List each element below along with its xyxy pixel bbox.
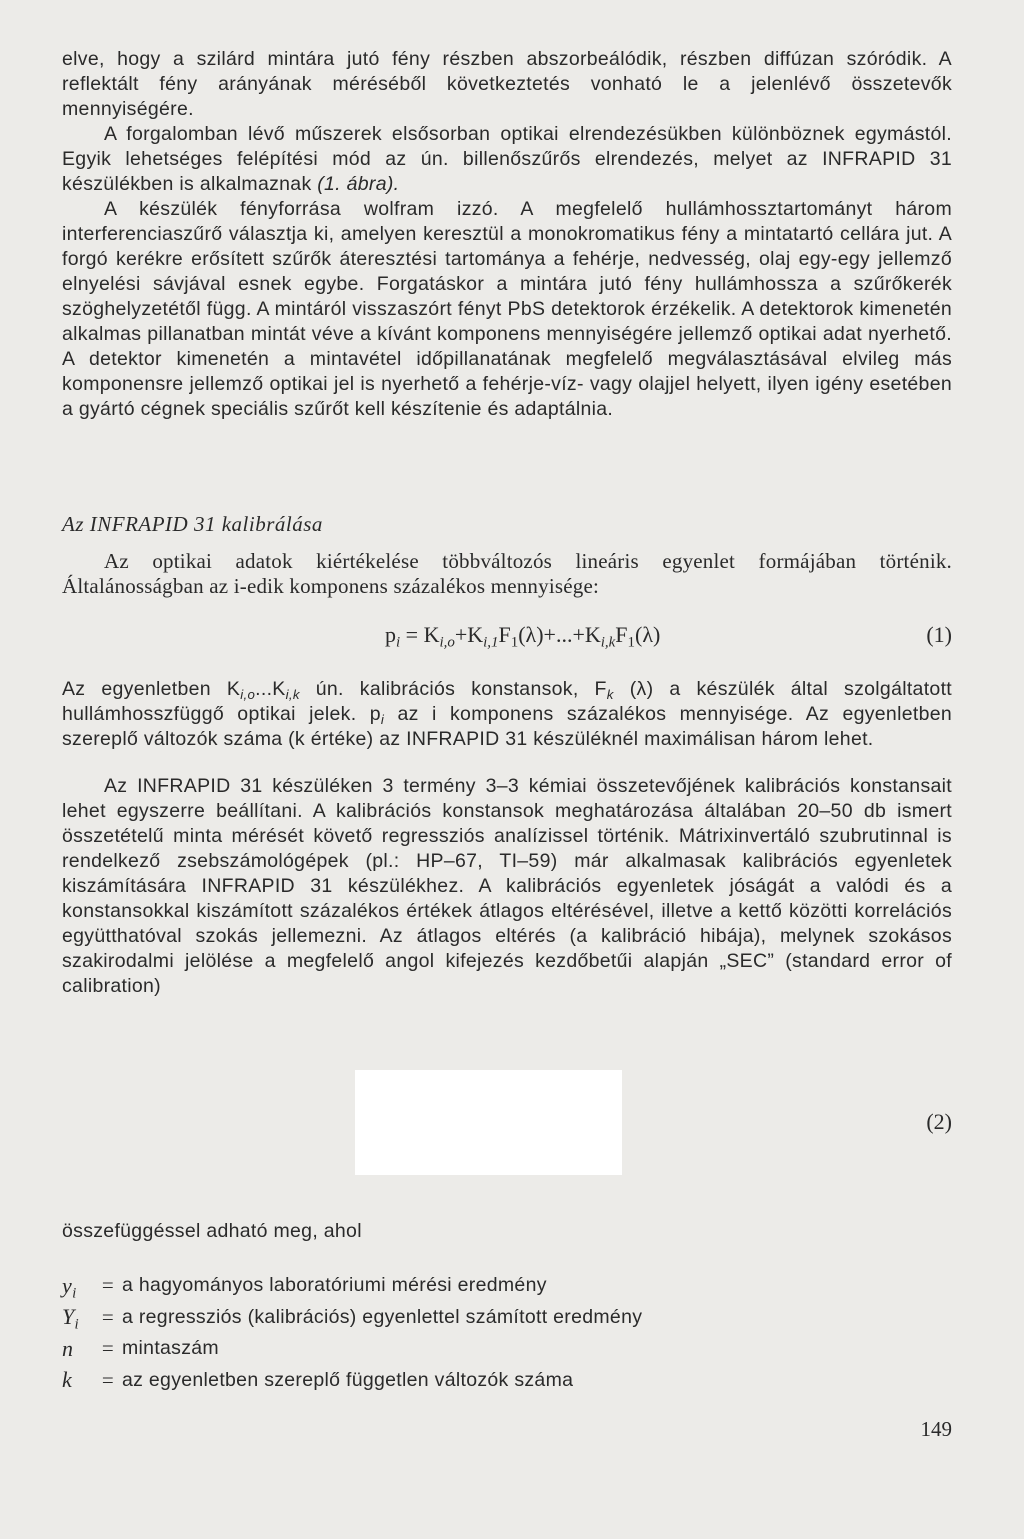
eq-term: +K <box>454 622 484 647</box>
subscript: k <box>606 686 614 702</box>
symbol-sub: i <box>72 1285 77 1302</box>
paragraph-equation-explanation <box>62 677 952 752</box>
equals-sign: = <box>101 1304 115 1329</box>
variable-row <box>62 1333 952 1365</box>
variable-symbol <box>62 1367 94 1393</box>
symbol-sub: i <box>74 1316 80 1333</box>
eq-lhs: p <box>385 622 396 647</box>
figure-reference: (1. ábra). <box>317 173 400 195</box>
symbol: k <box>62 1367 73 1393</box>
eq-term: = K <box>400 622 440 647</box>
eq-sub: i,o <box>439 634 455 651</box>
equals-sign: = <box>101 1273 115 1298</box>
section-heading: Az INFRAPID 31 kalibrálása <box>62 512 323 536</box>
paragraph-instruments <box>62 122 952 197</box>
text-run: az i komponens százalékos mennyisége. Az egyenletben szereplő változók száma (k értéke) az INFRAPID 31 készüléknél maximálisan három lehet. <box>62 703 953 750</box>
eq-term: F <box>615 622 628 647</box>
subscript: i,o <box>240 686 256 702</box>
paragraph-device-description: A készülék fényforrása wolfram izzó. A megfelelő hullámhossztartományt három interferenciaszűrő választja ki, amelyen keresztül a monokromatikus fény a mintatartó cellára jut. A forgó kerékre erősített szűrők áteresztési tartománya a fehérje, nedvesség, olaj egy-egy jellemző elnyelési sávjával esnek egybe. Forgatáskor a mintára jutó fény hullámhossza a szűrőkerék szöghelyzetétől függ. A mintáról visszaszórt fényt PbS detektorok érzékelik. A detektorok kimenetén alkalmas pillanatban mintát véve a kívánt komponens mennyiségére jellemző optikai adat nyerhető. A detektor kimenetén a mintavétel időpillanatának megfelelő megválasztásával elvileg más komponensre jellemző optikai jel is nyerhető a fehérje-víz- vagy olajjel helyett, ilyen igény esetében a gyártó cégnek speciális szűrőt kell készítenie és adaptálnia. <box>62 198 952 420</box>
variable-row <box>62 1302 952 1334</box>
paragraph-intro-text: elve, hogy a szilárd mintára jutó fény részben abszorbeálódik, részben diffúzan szóródik. A reflektált fény arányának méréséből következtetés vonható le a jelenlévő összetevők mennyiségére. <box>62 48 952 120</box>
variable-description: mintaszám <box>122 1337 219 1360</box>
equation-1-formula <box>385 622 661 651</box>
paragraph-intro <box>62 47 952 122</box>
equals-sign: = <box>101 1336 115 1361</box>
variable-symbol <box>62 1304 94 1333</box>
eq-sub: 1 <box>510 634 519 651</box>
variable-symbol <box>62 1336 94 1362</box>
paragraph-calibration: Az INFRAPID 31 készüléken 3 termény 3–3 kémiai összetevőjének kalibrációs konstansait lehet egyszerre beállítani. A kalibrációs konstansok meghatározása általában 20–50 db ismert összetételű minta mérését követő regressziós analízissel történik. Mátrixinvertáló szubrutinnal is rendelkező zsebszámológépek (pl.: HP–67, TI–59) már alkalmasak kalibrációs egyenletek kiszámítására INFRAPID 31 készülékhez. A kalibrációs egyenletek jóságát a valódi és a konstansokkal kiszámított százalékos értékek átlagos eltérésével, illetve a kettő közötti korrelációs együtthatóval szokás jellemezni. Az átlagos eltérés (a kalibráció hibája), melynek szokásos szakirodalmi jelölése a megfelelő angol kifejezés kezdőbetűi alapján „SEC” (standard error of calibration) <box>62 775 952 997</box>
text-run: Az egyenletben K <box>62 678 241 700</box>
text-run: ...K <box>255 678 286 700</box>
eq-sub: i,k <box>600 634 616 651</box>
variable-symbol <box>62 1272 94 1302</box>
equation-2-number: (2) <box>926 1109 952 1134</box>
page-number: 149 <box>920 1417 952 1441</box>
eq-term: (λ)+...+K <box>518 622 601 647</box>
variable-row <box>62 1270 952 1302</box>
variable-row <box>62 1365 952 1397</box>
symbol: n <box>62 1335 74 1361</box>
eq-lhs-sub: i <box>396 634 401 651</box>
paragraph-instruments-text: A forgalomban lévő műszerek elsősorban optikai elrendezésükben különböznek egymástól. Egyik lehetséges felépítési mód az ún. billenőszűrős elrendezés, melyet az INFRAPID 31 készülékben is alkalmaznak <box>62 123 952 195</box>
eq-term: (λ) <box>635 622 661 647</box>
variable-description: az egyenletben szereplő független változók száma <box>122 1368 574 1391</box>
paragraph-where: összefüggéssel adható meg, ahol <box>62 1220 362 1242</box>
eq-term: F <box>498 622 511 647</box>
eq-sub: 1 <box>627 634 636 651</box>
eq-sub: i,1 <box>483 634 499 651</box>
symbol: y <box>62 1272 73 1298</box>
formula-2-placeholder <box>355 1070 622 1175</box>
equation-1 <box>0 622 1024 652</box>
paragraph-evaluation: Az optikai adatok kiértékelése többváltozós lineáris egyenlet formájában történik. Általánosságban az i-edik komponens százalékos mennyisége: <box>62 549 952 598</box>
equals-sign: = <box>101 1367 115 1392</box>
variable-description: a regressziós (kalibrációs) egyenlettel számított eredmény <box>122 1305 643 1328</box>
equation-1-number: (1) <box>926 622 952 647</box>
text-run: ún. kalibrációs konstansok, F <box>299 678 607 700</box>
text-run: (λ) a készülék által szolgáltatott hullámhosszfüggő optikai jelek. p <box>62 678 953 725</box>
symbol: Y <box>62 1304 75 1330</box>
subscript: i <box>380 711 385 727</box>
subscript: i,k <box>285 686 300 702</box>
variable-description: a hagyományos laboratóriumi mérési eredmény <box>122 1274 547 1297</box>
variable-definitions <box>62 1270 952 1396</box>
